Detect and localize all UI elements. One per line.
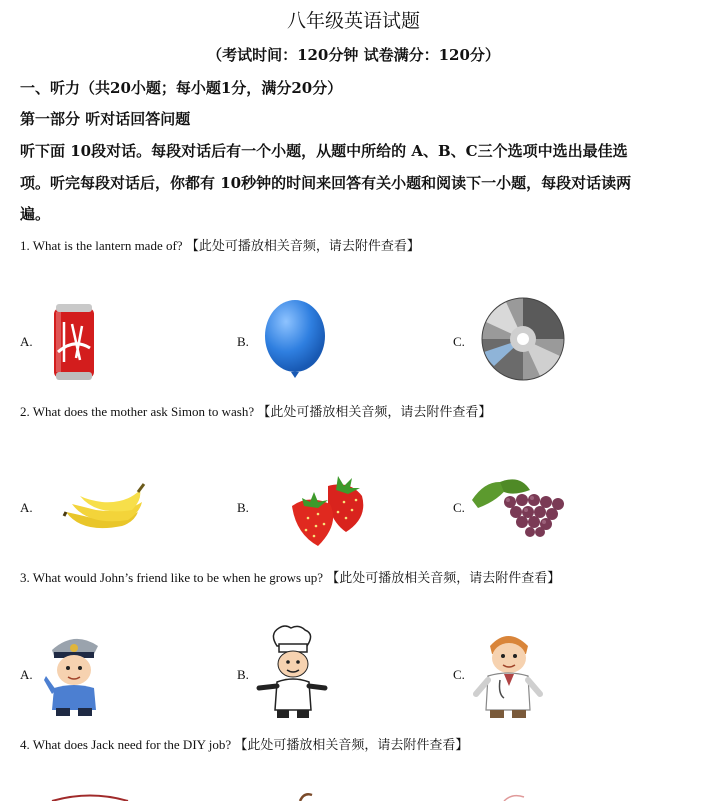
banana-icon (62, 482, 146, 536)
option-label: C. (453, 334, 465, 349)
instruction-line: 项。听完每段对话后，你都有 10秒钟的时间来回答有关小题和阅读下一小题，每段对话读两 (20, 174, 632, 192)
balloon-icon (262, 298, 328, 384)
tool-image-icon (50, 794, 130, 801)
question-1-text: 1. What is the lantern made of? 【此处可播放相关音频，请去附件查看】 (20, 238, 420, 253)
tool-image-icon (500, 793, 530, 801)
option-label: A. (20, 667, 33, 682)
instruction-line: 听下面 10段对话。每段对话后有一个小题，从题中所给的 A、B、C三个选项中选出最佳选 (20, 142, 628, 160)
question-2-text: 2. What does the mother ask Simon to wash? 【此处可播放相关音频，请去附件查看】 (20, 404, 492, 419)
part-title: 第一部分 听对话回答问题 (20, 110, 191, 128)
grapes-icon (470, 474, 572, 540)
option-label: B. (237, 667, 249, 682)
instruction-line: 遍。 (20, 205, 51, 223)
page-title: 八年级英语试题 (286, 10, 420, 32)
section-heading: 一、听力（共20小题；每小题1分，满分20分） (20, 79, 343, 97)
policeman-icon (42, 628, 106, 718)
option-label: B. (237, 500, 249, 515)
tool-image-icon (296, 792, 316, 801)
option-label: A. (20, 334, 33, 349)
exam-info: （考试时间：120分钟 试卷满分：120分） (207, 46, 500, 64)
cola-can-icon (50, 302, 98, 382)
option-label: C. (453, 667, 465, 682)
question-4-text: 4. What does Jack need for the DIY job? 【此处可播放相关音频，请去附件查看】 (20, 737, 469, 752)
cd-disc-icon (480, 296, 566, 382)
option-label: A. (20, 500, 33, 515)
question-3-text: 3. What would John’s friend like to be when he grows up? 【此处可播放相关音频，请去附件查看】 (20, 570, 561, 585)
strawberry-icon (288, 466, 370, 552)
chef-icon (255, 624, 329, 722)
option-label: B. (237, 334, 249, 349)
doctor-icon (470, 624, 546, 722)
option-label: C. (453, 500, 465, 515)
